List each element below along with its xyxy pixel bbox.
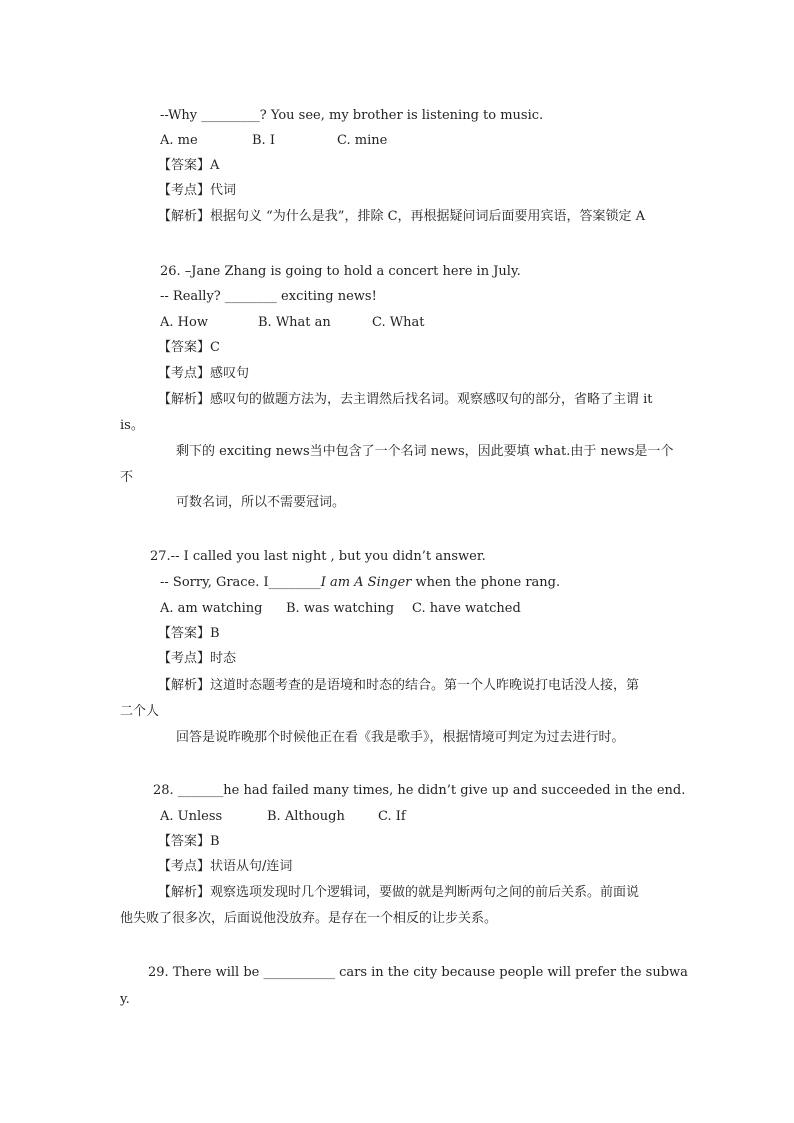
q27-stem-2-post: when the phone rang. xyxy=(411,575,561,590)
q27-answer-row xyxy=(158,625,220,643)
analysis-tag: 【解析】 xyxy=(158,885,211,900)
q26-answer: C xyxy=(210,340,220,355)
q27-analysis-line-2: 二个人 xyxy=(120,704,160,719)
q26-answer-row xyxy=(158,339,220,357)
point-tag: 【考点】 xyxy=(158,183,211,198)
q28-analysis-row xyxy=(158,884,639,902)
q25-point: 代词 xyxy=(210,183,237,198)
q26-stem-2: -- Really? ________ exciting news! xyxy=(160,289,377,304)
q27-option-a: A. am watching xyxy=(160,601,263,616)
answer-tag: 【答案】 xyxy=(158,626,211,641)
q26-option-a: A. How xyxy=(160,315,208,330)
answer-tag: 【答案】 xyxy=(158,340,211,355)
q26-analysis-line-1: 感叹句的做题方法为，去主谓然后找名词。观察感叹句的部分，省略了主谓 it xyxy=(210,392,653,407)
q27-option-b: B. was watching xyxy=(286,601,395,616)
q28-option-b: B. Although xyxy=(267,809,345,824)
point-tag: 【考点】 xyxy=(158,859,211,874)
q29-stem-1: 29. There will be ___________ cars in the city because people will prefer the subwa xyxy=(148,965,688,980)
q28-option-c: C. If xyxy=(378,809,406,824)
point-tag: 【考点】 xyxy=(158,651,211,666)
q25-point-row xyxy=(158,182,236,200)
q28-point-row xyxy=(158,858,292,876)
q27-point: 时态 xyxy=(210,651,237,666)
q28-option-a: A. Unless xyxy=(160,809,223,824)
q27-stem-2 xyxy=(160,574,560,592)
q26-option-b: B. What an xyxy=(258,315,331,330)
q28-answer: B xyxy=(210,834,220,849)
q25-option-a: A. me xyxy=(160,133,198,148)
q25-analysis-row xyxy=(158,208,645,226)
answer-tag: 【答案】 xyxy=(158,834,211,849)
q26-stem-1: 26. –Jane Zhang is going to hold a concert here in July. xyxy=(160,264,521,279)
q25-option-c: C. mine xyxy=(337,133,388,148)
q28-analysis-line-1: 观察选项发现时几个逻辑词，要做的就是判断两句之间的前后关系。前面说 xyxy=(210,885,640,900)
q25-option-b: B. I xyxy=(252,133,275,148)
q26-option-c: C. What xyxy=(372,315,425,330)
q28-answer-row xyxy=(158,833,220,851)
q29-stem-2: y. xyxy=(120,992,130,1007)
q27-show-title: I am A Singer xyxy=(320,575,412,590)
analysis-tag: 【解析】 xyxy=(158,678,211,693)
q27-analysis-line-3: 回答是说昨晚那个时候他正在看《我是歌手》，根据情境可判定为过去进行时。 xyxy=(176,730,625,745)
q26-point-row xyxy=(158,365,249,383)
q27-answer: B xyxy=(210,626,220,641)
q25-stem: --Why _________? You see, my brother is listening to music. xyxy=(160,108,544,123)
q27-stem-1: 27.-- I called you last night , but you didn’t answer. xyxy=(150,549,486,564)
q26-analysis-line-3: 剩下的 exciting news当中包含了一个名词 news，因此要填 what.由于 news是一个 xyxy=(176,444,674,459)
q27-stem-2-pre: -- Sorry, Grace. I________ xyxy=(160,575,321,590)
q26-point: 感叹句 xyxy=(210,366,250,381)
q25-answer-row xyxy=(158,157,219,175)
q27-option-c: C. have watched xyxy=(412,601,521,616)
q27-analysis-row xyxy=(158,677,639,695)
q26-analysis-line-2: is。 xyxy=(120,418,144,433)
answer-tag: 【答案】 xyxy=(158,158,211,173)
q25-analysis: 根据句义 “为什么是我”，排除 C，再根据疑问词后面要用宾语，答案锁定 A xyxy=(210,209,646,224)
q28-analysis-line-2: 他失败了很多次，后面说他没放弃。是存在一个相反的让步关系。 xyxy=(120,911,498,926)
q25-answer: A xyxy=(210,158,220,173)
q26-analysis-line-5: 可数名词，所以不需要冠词。 xyxy=(176,495,346,510)
q28-stem: 28. _______he had failed many times, he didn’t give up and succeeded in the end. xyxy=(153,783,686,798)
q26-analysis-row xyxy=(158,391,653,409)
q26-analysis-line-4: 不 xyxy=(120,470,134,485)
q28-point: 状语从句/连词 xyxy=(210,859,293,874)
q27-point-row xyxy=(158,650,236,668)
analysis-tag: 【解析】 xyxy=(158,209,211,224)
point-tag: 【考点】 xyxy=(158,366,211,381)
q27-analysis-line-1: 这道时态题考查的是语境和时态的结合。第一个人昨晚说打电话没人接，第 xyxy=(210,678,640,693)
analysis-tag: 【解析】 xyxy=(158,392,211,407)
